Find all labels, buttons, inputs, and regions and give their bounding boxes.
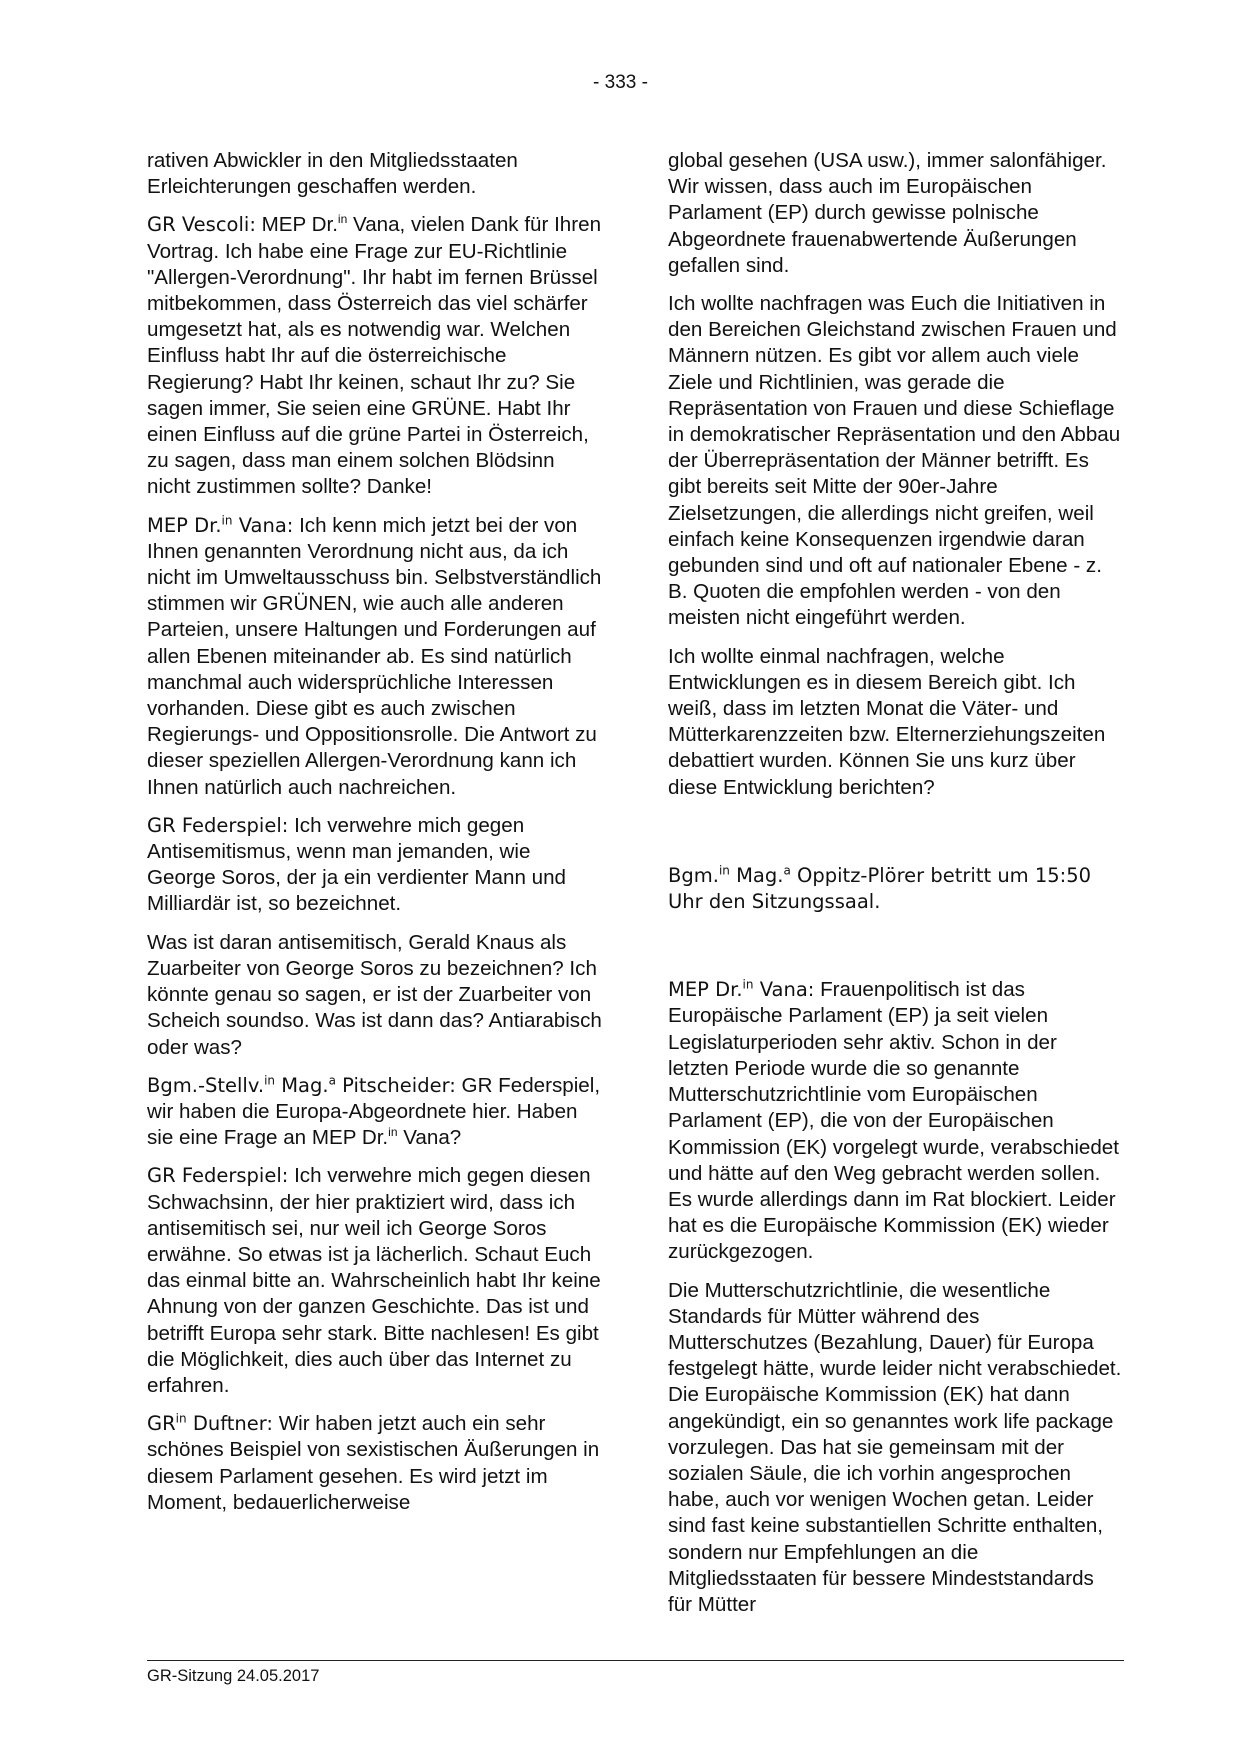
paragraph: GR Federspiel: Ich verwehre mich gegen diesen Schwachsinn, der hier praktiziert wird, dass ich antisemitisch sei, nur weil ich George Soros erwähne. So etwas ist ja lächerlich. Schaut Euch das einmal bitte an. Wahrscheinlich habt Ihr keine Ahnung von der ganzen Geschichte. Das ist und betrifft Europa sehr stark. Bitte nachlesen! Es gibt die Möglichkeit, dies auch über das Internet zu erfahren. <box>147 1164 601 1397</box>
speaker-name: Bgm.-Stellv.$^{in}$ Mag.$^a$ Pitscheider: <box>147 1073 456 1097</box>
left-column <box>147 148 602 1528</box>
speaker-name: MEP Dr.$^{in}$ Vana: <box>668 977 815 1002</box>
paragraph: $GR^{in}$ Duftner: Wir haben jetzt auch ein sehr schönes Beispiel von sexistischen Äußerungen in diesem Parlament gesehen. Es wird jetzt im Moment, bedauerlicherweise <box>147 1411 600 1514</box>
paragraph: MEP Dr.$^{in}$ Vana: Ich kenn mich jetzt bei der von Ihnen genannten Verordnung nicht aus, da ich nicht im Umweltausschuss bin. Selbstverständlich stimmen wir GRÜNEN, wie auch alle anderen Parteien, unsere Haltungen und Forderungen auf allen Ebenen miteinander ab. Es sind natürlich manchmal auch widersprüchliche Interessen vorhanden. Diese gibt es auch zwischen Regierungs- und Oppositionsrolle. Die Antwort zu dieser speziellen Allergen-Verordnung kann ich Ihnen natürlich auch nachreichen. <box>147 513 602 799</box>
speaker-name: MEP Dr.$^{in}$ Vana: <box>147 513 294 537</box>
speaker-name: $GR^{in}$ Duftner: <box>147 1411 273 1436</box>
paragraph: Ich wollte nachfragen was Euch die Initiativen in den Bereichen Gleichstand zwischen Frauen und Männern nützen. Es gibt vor allem auch viele Ziele und Richtlinien, was gerade die Repräsentation von Frauen und diese Schieflage in demokratischer Repräsentation und den Abbau der Überrepräsentation der Männer betrifft. Es gibt bereits seit Mitte der 90er-Jahre Zielsetzungen, die allerdings nicht greifen, weil einfach keine Konsequenzen irgendwie daran gebunden sind und oft auf nationaler Ebene - z. B. Quoten die empfohlen werden - von den meisten nicht eingeführt werden. <box>668 292 1121 630</box>
stage-direction: Bgm.$^{in}$ Mag.$^a$ Oppitz-Plörer betritt um 15:50 Uhr den Sitzungssaal. <box>668 863 1092 914</box>
paragraph: Was ist daran antisemitisch, Gerald Knaus als Zuarbeiter von George Soros zu bezeichnen? Ich könnte genau so sagen, er ist der Zuarbeiter von Scheich soundso. Was ist dann das? Antiarabisch oder was? <box>147 930 602 1059</box>
paragraph: global gesehen (USA usw.), immer salonfähiger. Wir wissen, dass auch im Europäischen Parlament (EP) durch gewisse polnische Abgeordnete frauenabwertende Äußerungen gefallen sind. <box>668 149 1107 277</box>
paragraph: GR Federspiel: Ich verwehre mich gegen Antisemitismus, wenn man jemanden, wie George Soros, der ja ein verdienter Mann und Milliardär ist, so bezeichnet. <box>147 813 566 916</box>
paragraph: Ich wollte einmal nachfragen, welche Entwicklungen es in diesem Bereich gibt. Ich weiß, dass im letzten Monat die Väter- und Mütterkarenzzeiten bzw. Elternerziehungszeiten debattiert wurden. Können Sie uns kurz über diese Entwicklung berichten? <box>668 644 1106 799</box>
speaker-name: GR Vescoli: <box>147 213 256 237</box>
right-column <box>668 148 1123 1630</box>
footer-divider <box>147 1660 1124 1661</box>
speaker-name: GR Federspiel: <box>147 1164 289 1188</box>
footer-text: GR-Sitzung 24.05.2017 <box>147 1667 320 1685</box>
paragraph: Die Mutterschutzrichtlinie, die wesentliche Standards für Mütter während des Mutterschutzes (Bezahlung, Dauer) für Europa festgelegt hätte, wurde leider nicht verabschiedet. Die Europäische Kommission (EK) hat dann angekündigt, ein so genanntes work life package vorzulegen. Das hat sie gemeinsam mit der sozialen Säule, die ich vorhin angesprochen habe, auch vor wenigen Wochen getan. Leider sind fast keine substantiellen Schritte enthalten, sondern nur Empfehlungen an die Mitgliedsstaaten für bessere Mindeststandards für Mütter <box>668 1278 1122 1616</box>
page-number: - 333 - <box>593 72 648 93</box>
paragraph: MEP Dr.$^{in}$ Vana: Frauenpolitisch ist das Europäische Parlament (EP) ja seit vielen Legislaturperioden sehr aktiv. Schon in der letzten Periode wurde die so genannte Mutterschutzrichtlinie vom Europäischen Parlament (EP), die von der Europäischen Kommission (EK) vorgelegt wurde, verabschiedet und hätte auf den Weg gebracht werden sollen. Es wurde allerdings dann im Rat blockiert. Leider hat es die Europäische Kommission (EK) wieder zurückgezogen. <box>668 977 1119 1264</box>
paragraph: GR Vescoli: MEP Dr.$^{in}$ Vana, vielen Dank für Ihren Vortrag. Ich habe eine Frage zur EU-Richtlinie "Allergen-Verordnung". Ihr habt im fernen Brüssel mitbekommen, dass Österreich das viel schärfer umgesetzt hat, als es notwendig war. Welchen Einfluss habt Ihr auf die österreichische Regierung? Habt Ihr keinen, schaut Ihr zu? Sie sagen immer, Sie seien eine GRÜNE. Habt Ihr einen Einfluss auf die grüne Partei in Österreich, zu sagen, dass man einem solchen Blödsinn nicht zustimmen sollte? Danke! <box>147 212 602 499</box>
paragraph: Bgm.-Stellv.$^{in}$ Mag.$^a$ Pitscheider: GR Federspiel, wir haben die Europa-Abgeordnete hier. Haben sie eine Frage an MEP Dr.$^{in}$ Vana? <box>147 1073 601 1150</box>
speaker-name: GR Federspiel: <box>147 813 289 837</box>
paragraph: rativen Abwickler in den Mitgliedsstaaten Erleichterungen geschaffen werden. <box>147 149 518 199</box>
